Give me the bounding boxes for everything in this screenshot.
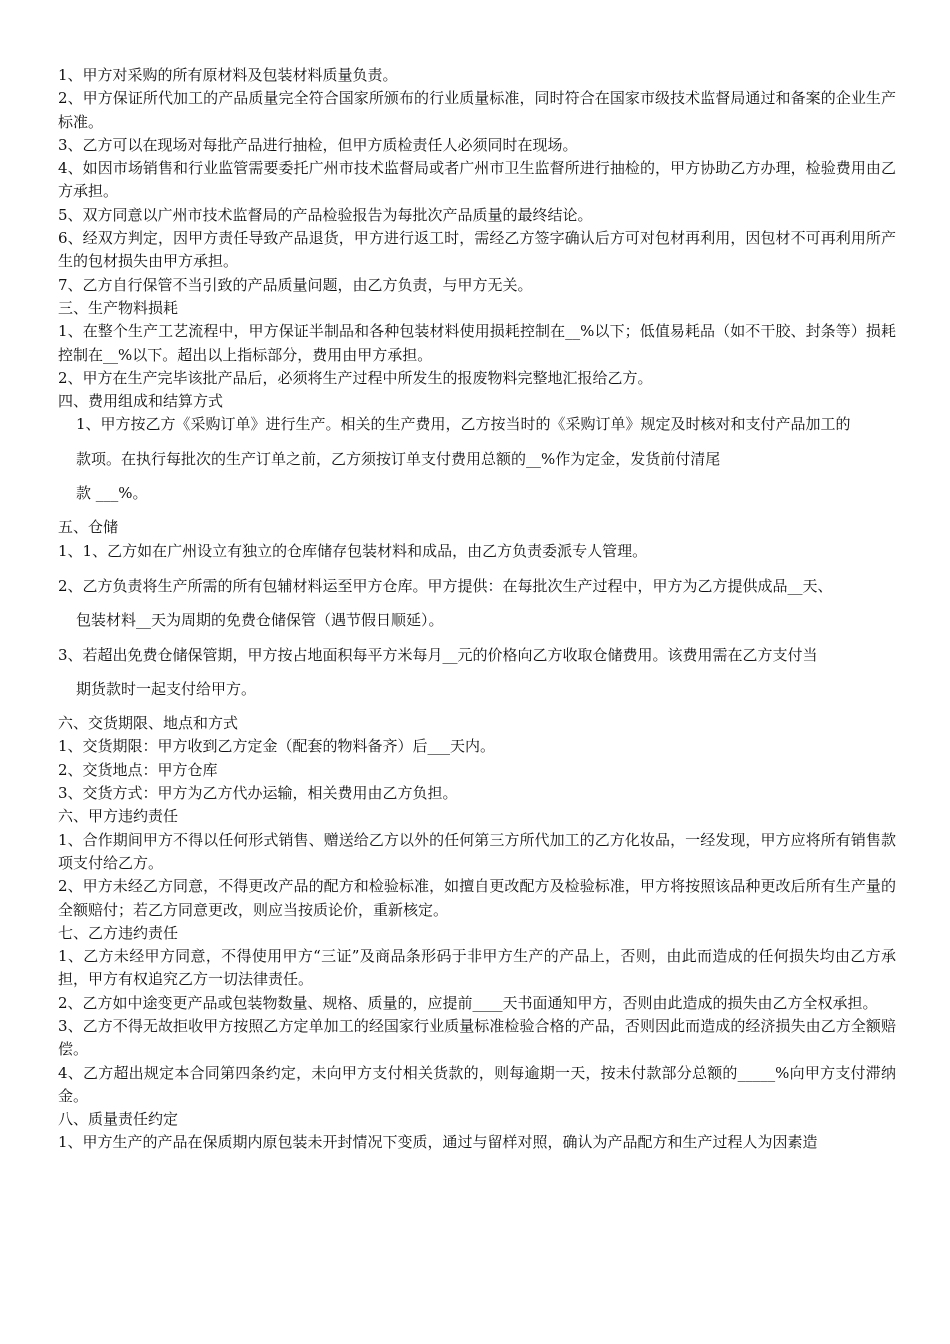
section-heading: 五、仓储 [58, 518, 119, 537]
paragraph: 4、乙方超出规定本合同第四条约定，未向甲方支付相关货款的，则每逾期一天，按未付款部分总额的_____%向甲方支付滞纳金。 [58, 1063, 896, 1105]
paragraph: 7、乙方自行保管不当引致的产品质量问题，由乙方负责，与甲方无关。 [58, 275, 533, 294]
section-heading: 七、乙方违约责任 [58, 923, 179, 942]
paragraph: 款项。在执行每批次的生产订单之前，乙方须按订单支付费用总额的__%作为定金，发货前付清尾 [76, 449, 721, 468]
paragraph: 1、1、乙方如在广州设立有独立的仓库储存包装材料和成品，由乙方负责委派专人管理。 [58, 541, 648, 560]
paragraph: 包装材料__天为周期的免费仓储保管（遇节假日顺延）。 [76, 611, 444, 630]
paragraph: 5、双方同意以广州市技术监督局的产品检验报告为每批次产品质量的最终结论。 [58, 205, 593, 224]
paragraph: 3、乙方可以在现场对每批产品进行抽检，但甲方质检责任人必须同时在现场。 [58, 135, 578, 154]
paragraph: 期货款时一起支付给甲方。 [76, 679, 257, 698]
paragraph: 6、经双方判定，因甲方责任导致产品退货，甲方进行返工时，需经乙方签字确认后方可对包材再利用，因包材不可再利用所产生的包材损失由甲方承担。 [58, 229, 896, 271]
paragraph: 1、交货期限：甲方收到乙方定金（配套的物料备齐）后___天内。 [58, 737, 496, 756]
paragraph: 1、在整个生产工艺流程中，甲方保证半制品和各种包装材料使用损耗控制在__%以下；低值易耗品（如不干胶、封条等）损耗控制在__%以下。超出以上指标部分，费用由甲方承担。 [58, 322, 896, 364]
paragraph: 2、交货地点：甲方仓库 [58, 760, 218, 779]
section-heading: 六、交货期限、地点和方式 [58, 714, 239, 733]
section-heading: 六、甲方违约责任 [58, 807, 179, 826]
section-heading: 三、生产物料损耗 [58, 298, 179, 317]
paragraph: 2、甲方在生产完毕该批产品后，必须将生产过程中所发生的报废物料完整地汇报给乙方。 [58, 368, 653, 387]
paragraph: 款 ___%。 [76, 484, 148, 503]
paragraph: 2、乙方负责将生产所需的所有包辅材料运至甲方仓库。甲方提供：在每批次生产过程中，甲方为乙方提供成品__天、 [58, 576, 833, 595]
paragraph: 2、乙方如中途变更产品或包装物数量、规格、质量的，应提前____天书面通知甲方，否则由此造成的损失由乙方全权承担。 [58, 993, 878, 1012]
paragraph: 1、甲方生产的产品在保质期内原包装未开封情况下变质，通过与留样对照，确认为产品配方和生产过程人为因素造 [58, 1133, 818, 1152]
paragraph: 2、甲方保证所代加工的产品质量完全符合国家所颁布的行业质量标准，同时符合在国家市级技术监督局通过和备案的企业生产标准。 [58, 89, 896, 131]
section-heading: 八、质量责任约定 [58, 1110, 179, 1129]
paragraph: 4、如因市场销售和行业监管需要委托广州市技术监督局或者广州市卫生监督所进行抽检的，甲方协助乙方办理，检验费用由乙方承担。 [58, 159, 896, 201]
paragraph: 2、甲方未经乙方同意，不得更改产品的配方和检验标准，如擅自更改配方及检验标准，甲方将按照该品种更改后所有生产量的全额赔付；若乙方同意更改，则应当按质论价，重新核定。 [58, 877, 896, 919]
paragraph: 1、甲方按乙方《采购订单》进行生产。相关的生产费用，乙方按当时的《采购订单》规定及时核对和支付产品加工的 [76, 415, 851, 434]
paragraph: 1、乙方未经甲方同意，不得使用甲方“三证”及商品条形码于非甲方生产的产品上，否则，由此而造成的任何损失均由乙方承担，甲方有权追究乙方一切法律责任。 [58, 947, 896, 989]
paragraph: 1、甲方对采购的所有原材料及包装材料质量负责。 [58, 66, 398, 84]
paragraph: 3、若超出免费仓储保管期，甲方按占地面积每平方米每月__元的价格向乙方收取仓储费用。该费用需在乙方支付当 [58, 645, 818, 664]
paragraph: 3、乙方不得无故拒收甲方按照乙方定单加工的经国家行业质量标准检验合格的产品，否则因此而造成的经济损失由乙方全额赔偿。 [58, 1016, 896, 1059]
paragraph: 3、交货方式：甲方为乙方代办运输，相关费用由乙方负担。 [58, 784, 458, 803]
paragraph: 1、合作期间甲方不得以任何形式销售、赠送给乙方以外的任何第三方所代加工的乙方化妆品，一经发现，甲方应将所有销售款项支付给乙方。 [58, 830, 896, 872]
section-heading: 四、费用组成和结算方式 [58, 392, 224, 411]
document-body [58, 64, 896, 1155]
